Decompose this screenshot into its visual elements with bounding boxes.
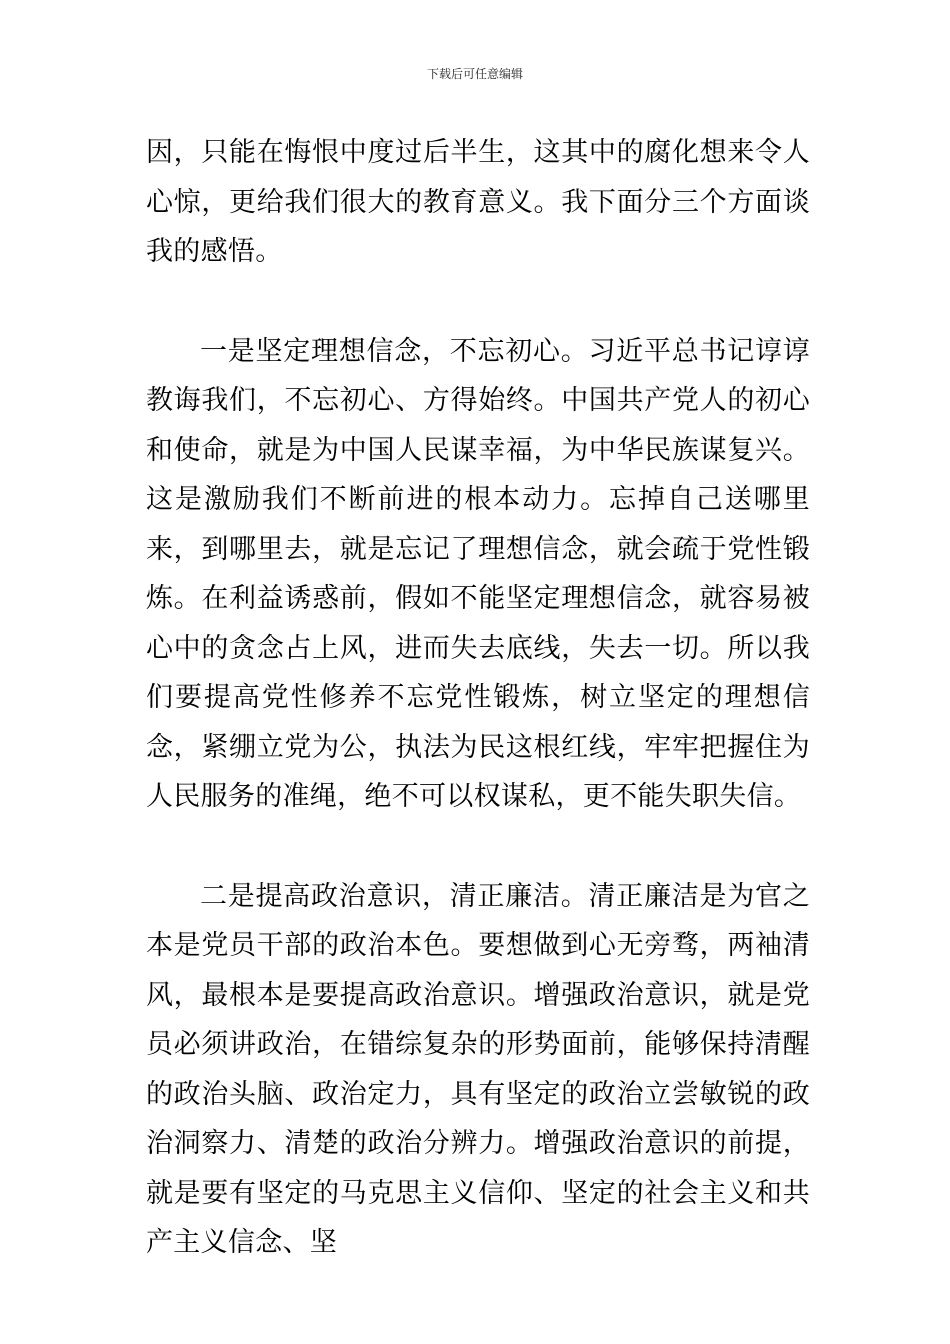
page-header-watermark: 下载后可任意编辑	[426, 67, 523, 81]
paragraph-spacer	[146, 277, 810, 327]
paragraph-spacer	[146, 822, 810, 872]
document-body	[146, 128, 810, 1268]
paragraph-continuation: 因，只能在悔恨中度过后半生，这其中的腐化想来令人心惊，更给我们很大的教育意义。我下面分三个方面谈我的感悟。	[146, 137, 810, 267]
paragraph-point-one: 一是坚定理想信念，不忘初心。习近平总书记谆谆教诲我们，不忘初心、方得始终。中国共产党人的初心和使命，就是为中国人民谋幸福，为中华民族谋复兴。这是激励我们不断前进的根本动力。忘掉自己送哪里来，到哪里去，就是忘记了理想信念，就会疏于党性锻炼。在利益诱惑前，假如不能坚定理想信念，就容易被心中的贪念占上风，进而失去底线，失去一切。所以我们要提高党性修养不忘党性锻炼，树立坚定的理想信念，紧绷立党为公，执法为民这根红线，牢牢把握住为人民服务的准绳，绝不可以权谋私，更不能失职失信。	[146, 335, 810, 812]
paragraph-point-two: 二是提高政治意识，清正廉洁。清正廉洁是为官之本是党员干部的政治本色。要想做到心无旁骛，两袖清风，最根本是要提高政治意识。增强政治意识，就是党员必须讲政治，在错综复杂的形势面前，能够保持清醒的政治头脑、政治定力，具有坚定的政治立尝敏锐的政治洞察力、清楚的政治分辨力。增强政治意识的前提，就是要有坚定的马克思主义信仰、坚定的社会主义和共产主义信念、坚	[146, 880, 810, 1258]
